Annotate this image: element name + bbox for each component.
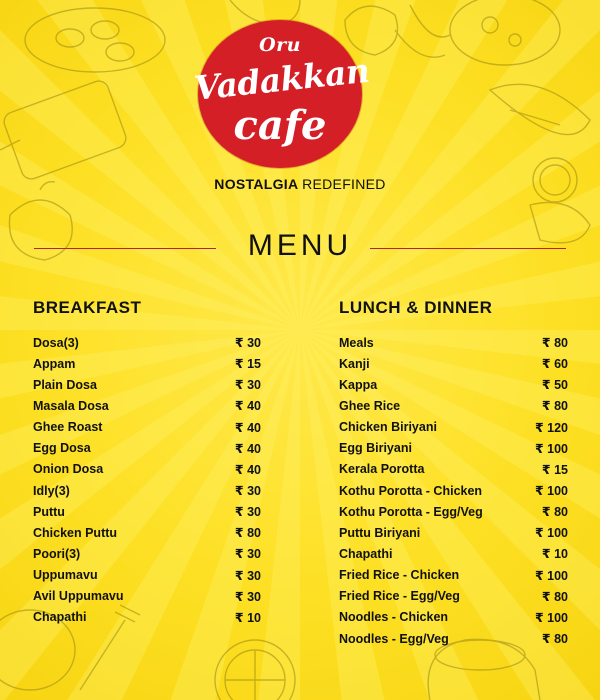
menu-item — [339, 565, 568, 586]
tagline-bold: NOSTALGIA — [214, 176, 298, 192]
breakfast-section — [33, 298, 261, 628]
menu-item-price: ₹ 40 — [234, 441, 261, 456]
menu-item-name: Kanji — [339, 356, 370, 371]
menu-item — [33, 374, 261, 395]
menu-item-price: ₹ 30 — [234, 547, 261, 562]
menu-item-name: Ghee Roast — [33, 420, 103, 435]
menu-item — [339, 459, 568, 480]
tagline — [0, 176, 600, 192]
menu-item-price: ₹ 120 — [534, 420, 568, 435]
menu-item-price: ₹ 30 — [234, 336, 261, 351]
menu-item-name: Fried Rice - Chicken — [339, 568, 460, 583]
menu-item — [33, 353, 261, 374]
menu-item-name: Puttu Biriyani — [339, 525, 421, 540]
menu-item-price: ₹ 30 — [234, 568, 261, 583]
menu-item — [339, 438, 568, 459]
menu-item — [33, 332, 261, 353]
menu-item-price: ₹ 30 — [234, 505, 261, 520]
menu-item-name: Chicken Biriyani — [339, 420, 437, 435]
menu-item-price: ₹ 30 — [234, 589, 261, 604]
menu-item-name: Chapathi — [339, 546, 393, 561]
logo-line-oru: Oru — [259, 34, 301, 56]
menu-item — [33, 586, 261, 607]
menu-item-name: Chapathi — [33, 610, 87, 625]
menu-item-price: ₹ 80 — [234, 526, 261, 541]
breakfast-list — [33, 332, 261, 628]
menu-item-price: ₹ 80 — [541, 589, 568, 604]
menu-item-name: Noodles - Chicken — [339, 610, 449, 625]
menu-item-price: ₹ 30 — [234, 378, 261, 393]
menu-item — [339, 417, 568, 438]
menu-item — [339, 332, 568, 353]
menu-item — [33, 438, 261, 459]
menu-item-name: Onion Dosa — [33, 462, 104, 477]
menu-item-price: ₹ 50 — [541, 378, 568, 393]
menu-item — [33, 417, 261, 438]
menu-item-price: ₹ 40 — [234, 399, 261, 414]
menu-item — [339, 480, 568, 501]
menu-item-name: Avil Uppumavu — [33, 589, 124, 604]
menu-item — [33, 607, 261, 628]
menu-item-price: ₹ 15 — [541, 462, 568, 477]
menu-item — [339, 374, 568, 395]
menu-item — [339, 353, 568, 374]
menu-item — [339, 395, 568, 416]
menu-rule-right — [370, 248, 566, 249]
menu-item-name: Dosa(3) — [33, 335, 79, 350]
menu-item-name: Poori(3) — [33, 546, 81, 561]
menu-item-name: Kothu Porotta - Egg/Veg — [339, 504, 483, 519]
menu-item-price: ₹ 80 — [541, 505, 568, 520]
menu-item-price: ₹ 80 — [541, 632, 568, 647]
menu-item-name: Masala Dosa — [33, 398, 109, 413]
menu-item — [33, 459, 261, 480]
menu-item-name: Uppumavu — [33, 568, 98, 583]
menu-item-name: Egg Biriyani — [339, 441, 412, 456]
menu-item — [339, 586, 568, 607]
menu-item-price: ₹ 40 — [234, 462, 261, 477]
menu-item-price: ₹ 15 — [234, 357, 261, 372]
menu-item-name: Kerala Porotta — [339, 462, 425, 477]
menu-item-name: Chicken Puttu — [33, 525, 118, 540]
lunch-dinner-heading: LUNCH & DINNER — [339, 298, 493, 317]
menu-item-name: Plain Dosa — [33, 377, 97, 392]
menu-item-name: Noodles - Egg/Veg — [339, 631, 449, 646]
menu-item-name: Fried Rice - Egg/Veg — [339, 589, 460, 604]
menu-item-price: ₹ 10 — [234, 610, 261, 625]
lunch-dinner-section — [339, 298, 568, 649]
menu-item-price: ₹ 100 — [534, 526, 568, 541]
menu-item-price: ₹ 100 — [534, 441, 568, 456]
menu-item — [339, 628, 568, 649]
menu-item-name: Kappa — [339, 377, 378, 392]
logo-line-vadakkan: Vadakkan — [192, 50, 372, 108]
menu-item-price: ₹ 80 — [541, 399, 568, 414]
menu-item — [339, 522, 568, 543]
menu-item-name: Ghee Rice — [339, 398, 401, 413]
cafe-logo — [192, 20, 372, 168]
menu-item-price: ₹ 10 — [541, 547, 568, 562]
menu-item-name: Idly(3) — [33, 483, 70, 498]
menu-item — [339, 501, 568, 522]
menu-item-price: ₹ 80 — [541, 336, 568, 351]
menu-item — [33, 501, 261, 522]
menu-item-name: Egg Dosa — [33, 441, 91, 456]
menu-item-price: ₹ 40 — [234, 420, 261, 435]
menu-item — [339, 543, 568, 564]
breakfast-heading: BREAKFAST — [33, 298, 142, 317]
menu-item — [33, 480, 261, 501]
tagline-light: REDEFINED — [302, 176, 386, 192]
logo-line-cafe: cafe — [233, 102, 327, 149]
menu-item-price: ₹ 30 — [234, 484, 261, 499]
menu-item-price: ₹ 100 — [534, 568, 568, 583]
menu-item — [33, 565, 261, 586]
menu-item — [339, 607, 568, 628]
menu-item-name: Kothu Porotta - Chicken — [339, 483, 483, 498]
menu-item-price: ₹ 100 — [534, 610, 568, 625]
menu-item-name: Meals — [339, 335, 374, 350]
menu-item — [33, 522, 261, 543]
menu-item-name: Appam — [33, 356, 76, 371]
menu-item — [33, 543, 261, 564]
menu-item-price: ₹ 60 — [541, 357, 568, 372]
menu-item — [33, 395, 261, 416]
lunch-dinner-list — [339, 332, 568, 649]
menu-title: MENU — [247, 229, 353, 262]
menu-item-price: ₹ 100 — [534, 484, 568, 499]
menu-item-name: Puttu — [33, 504, 65, 519]
